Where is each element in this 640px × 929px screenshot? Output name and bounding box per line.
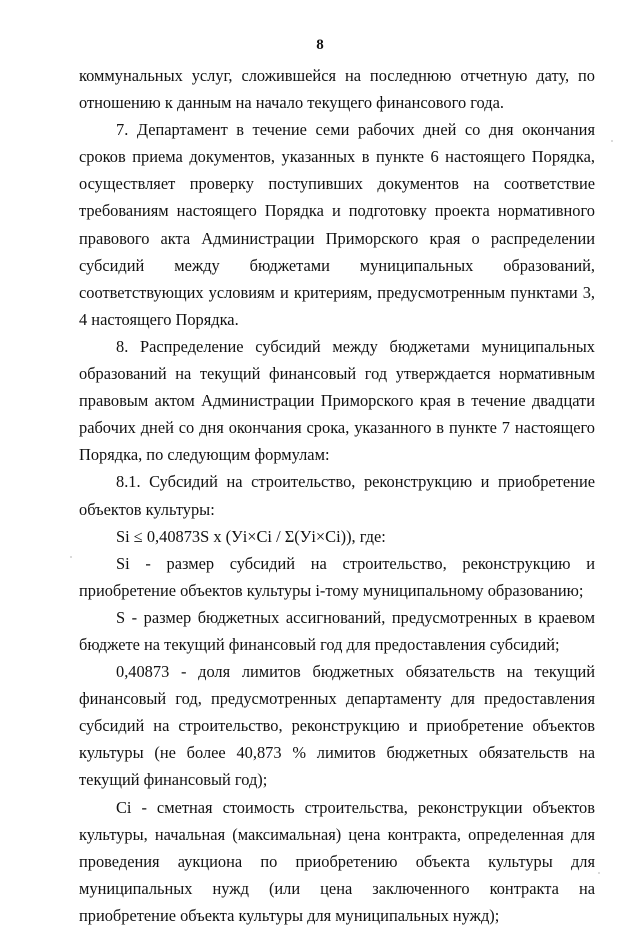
- scan-artifact: [70, 556, 72, 558]
- scan-artifact: [611, 140, 613, 142]
- scan-artifact: [598, 872, 600, 874]
- definition-ci: Ci - сметная стоимость строительства, реконструкции объектов культуры, начальная (максимальная) цена контракта, определенная для проведения аукциона по приобретению объекта культуры для муниципальных нужд (или цена заключенного контракта на приобретение объекта культуры для муниципальных нужд);: [79, 797, 595, 925]
- definition-si: Si - размер субсидий на строительство, реконструкцию и приобретение объектов культуры i-тому муниципальному образованию;: [79, 553, 595, 600]
- definition-s: S - размер бюджетных ассигнований, предусмотренных в краевом бюджете на текущий финансовый год для предоставления субсидий;: [79, 607, 595, 654]
- paragraph-continuation: коммунальных услуг, сложившейся на последнюю отчетную дату, по отношению к данным на начало текущего финансового года.: [79, 66, 595, 113]
- paragraph-item-8: 8. Распределение субсидий между бюджетами муниципальных образований на текущий финансовый год утверждается нормативным правовым актом Администрации Приморского края в течение двадцати рабочих дней со дня окончания срока, указанного в пункте 7 настоящего Порядка, по следующим формулам:: [79, 336, 595, 465]
- paragraph-item-7: 7. Департамент в течение семи рабочих дней со дня окончания сроков приема документов, указанных в пункте 6 настоящего Порядка, осуществляет проверку поступивших документов на соответствие требованиям настоящего Порядка и подготовку проекта нормативного правового акта Администрации Приморского края о распределении субсидий между бюджетами муниципальных образований, соответствующих условиям и критериям, предусмотренным пунктами 3, 4 настоящего Порядка.: [79, 120, 595, 329]
- page-number: 8: [316, 37, 324, 53]
- formula-line: Si ≤ 0,40873S х (Уi×Ci / Σ(Уi×Ci)), где:: [116, 526, 386, 546]
- paragraph-item-8-1: 8.1. Субсидий на строительство, реконструкцию и приобретение объектов культуры:: [79, 472, 595, 519]
- definition-coefficient: 0,40873 - доля лимитов бюджетных обязательств на текущий финансовый год, предусмотренных департаменту для предоставления субсидий на строительство, реконструкцию и приобретение объектов культуры (не более 40,873 % лимитов бюджетных обязательств на текущий финансовый год);: [79, 662, 595, 790]
- document-body: [79, 62, 595, 929]
